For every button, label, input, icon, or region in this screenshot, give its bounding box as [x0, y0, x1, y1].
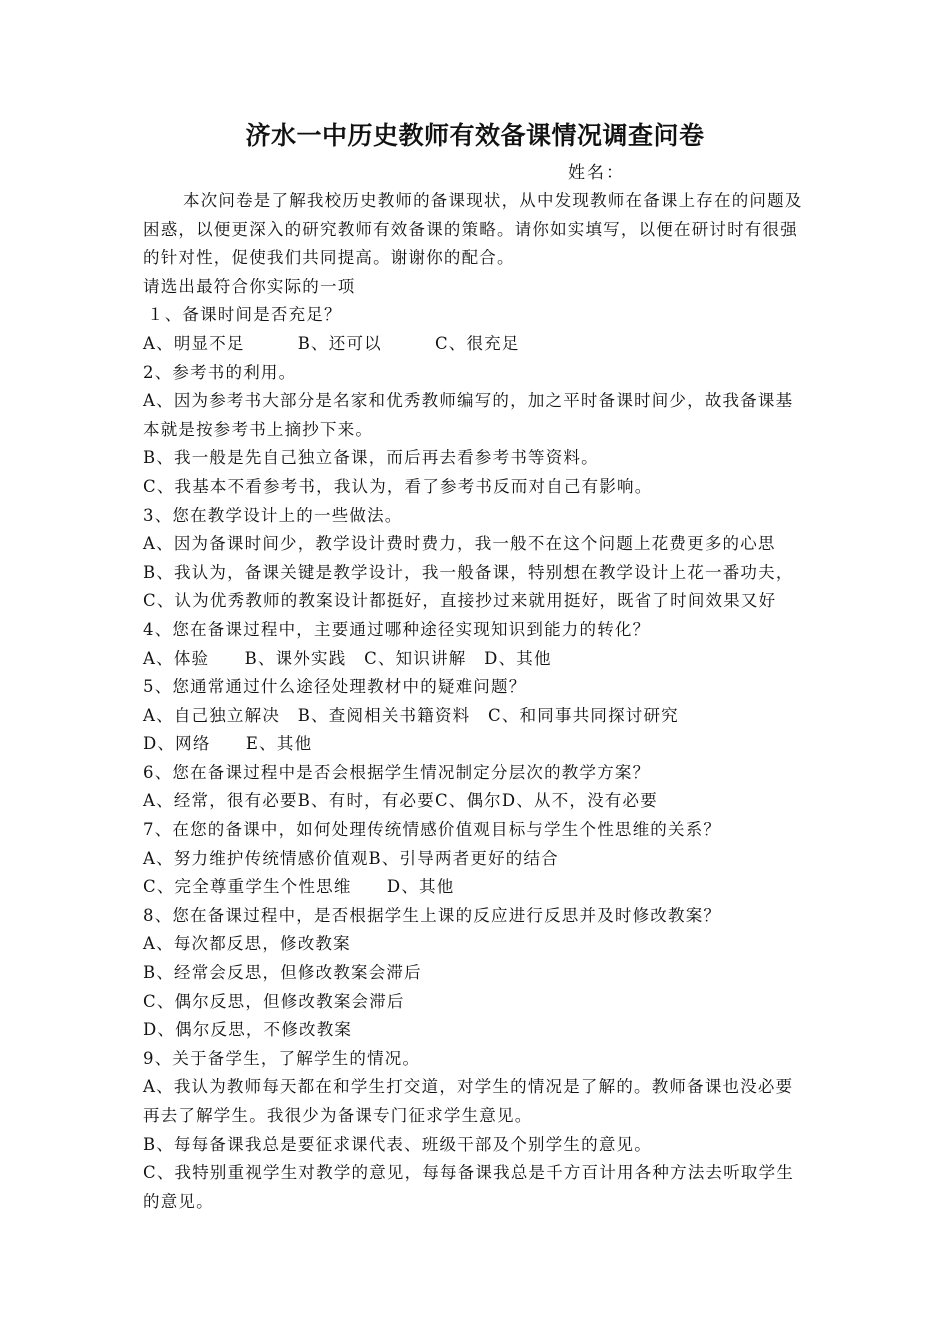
- question-text: １、备课时间是否充足？: [147, 305, 342, 325]
- option-line: D、偶尔反思，不修改教案: [143, 1020, 353, 1040]
- question-9: [143, 1045, 809, 1217]
- option-line: A、努力维护传统情感价值观B、引导两者更好的结合: [143, 848, 559, 868]
- question-6: [143, 759, 809, 816]
- option-line: C、我基本不看参考书，我认为，看了参考书反而对自己有影响。: [143, 476, 653, 496]
- option-line: A、体验 B、课外实践 C、知识讲解 D、其他: [143, 648, 552, 668]
- option-line: C、认为优秀教师的教案设计都挺好，直接抄过来就用挺好，既省了时间效果又好: [143, 591, 777, 611]
- question-2: [143, 359, 809, 502]
- option-line: B、经常会反思，但修改教案会滞后: [143, 963, 422, 983]
- question-text: 5、您通常通过什么途径处理教材中的疑难问题？: [143, 677, 527, 697]
- option-line: A、经常，很有必要B、有时，有必要C、偶尔D、从不，没有必要: [143, 791, 658, 811]
- intro-paragraph: 本次问卷是了解我校历史教师的备课现状，从中发现教师在备课上存在的问题及困惑，以便更深入的研究教师有效备课的策略。请你如实填写，以便在研讨时有很强的针对性，促使我们共同提高。谢谢你的配合。: [143, 191, 803, 268]
- name-field-label: 姓名：: [568, 163, 625, 183]
- question-3: [143, 502, 809, 616]
- option-line: A、因为备课时间少，教学设计费时费力，我一般不在这个问题上花费更多的心思: [143, 534, 776, 554]
- question-7: [143, 816, 809, 902]
- question-text: 4、您在备课过程中，主要通过哪种途径实现知识到能力的转化？: [143, 619, 651, 639]
- question-text: 2、参考书的利用。: [143, 362, 297, 382]
- option-line: D、网络 E、其他: [143, 734, 313, 754]
- instruction-text: 请选出最符合你实际的一项: [143, 276, 356, 296]
- option-line: C、偶尔反思，但修改教案会滞后: [143, 991, 405, 1011]
- option-line: A、每次都反思，修改教案: [143, 934, 351, 954]
- question-text: 8、您在备课过程中，是否根据学生上课的反应进行反思并及时修改教案？: [143, 905, 722, 925]
- option-line: A、我认为教师每天都在和学生打交道，对学生的情况是了解的。教师备课也没必要再去了解学生。我很少为备课专门征求学生意见。: [143, 1077, 794, 1125]
- option-line: A、因为参考书大部分是名家和优秀教师编写的，加之平时备课时间少，故我备课基本就是按参考书上摘抄下来。: [143, 391, 794, 439]
- question-5: [143, 673, 809, 759]
- option-line: A、自己独立解决 B、查阅相关书籍资料 C、和同事共同探讨研究: [143, 705, 679, 725]
- question-4: [143, 616, 809, 673]
- option-line: B、我认为，备课关键是教学设计，我一般备课，特别想在教学设计上花一番功夫，: [143, 562, 794, 582]
- option-line: C、我特别重视学生对教学的意见，每每备课我总是千方百计用各种方法去听取学生的意见。: [143, 1163, 795, 1211]
- option-line: A、明显不足 B、还可以 C、很充足: [143, 333, 520, 353]
- option-line: B、我一般是先自己独立备课，而后再去看参考书等资料。: [143, 448, 599, 468]
- questionnaire-body: [143, 187, 809, 1216]
- question-text: 3、您在教学设计上的一些做法。: [143, 505, 403, 525]
- question-8: [143, 902, 809, 1045]
- question-text: 6、您在备课过程中是否会根据学生情况制定分层次的教学方案？: [143, 762, 651, 782]
- option-line: B、每每备课我总是要征求课代表、班级干部及个别学生的意见。: [143, 1134, 652, 1154]
- question-text: 9、关于备学生，了解学生的情况。: [143, 1048, 421, 1068]
- option-line: C、完全尊重学生个性思维 D、其他: [143, 877, 455, 897]
- question-1: [143, 301, 809, 358]
- document-title: 济水一中历史教师有效备课情况调查问卷: [245, 121, 705, 150]
- question-text: 7、在您的备课中，如何处理传统情感价值观目标与学生个性思维的关系？: [143, 820, 722, 840]
